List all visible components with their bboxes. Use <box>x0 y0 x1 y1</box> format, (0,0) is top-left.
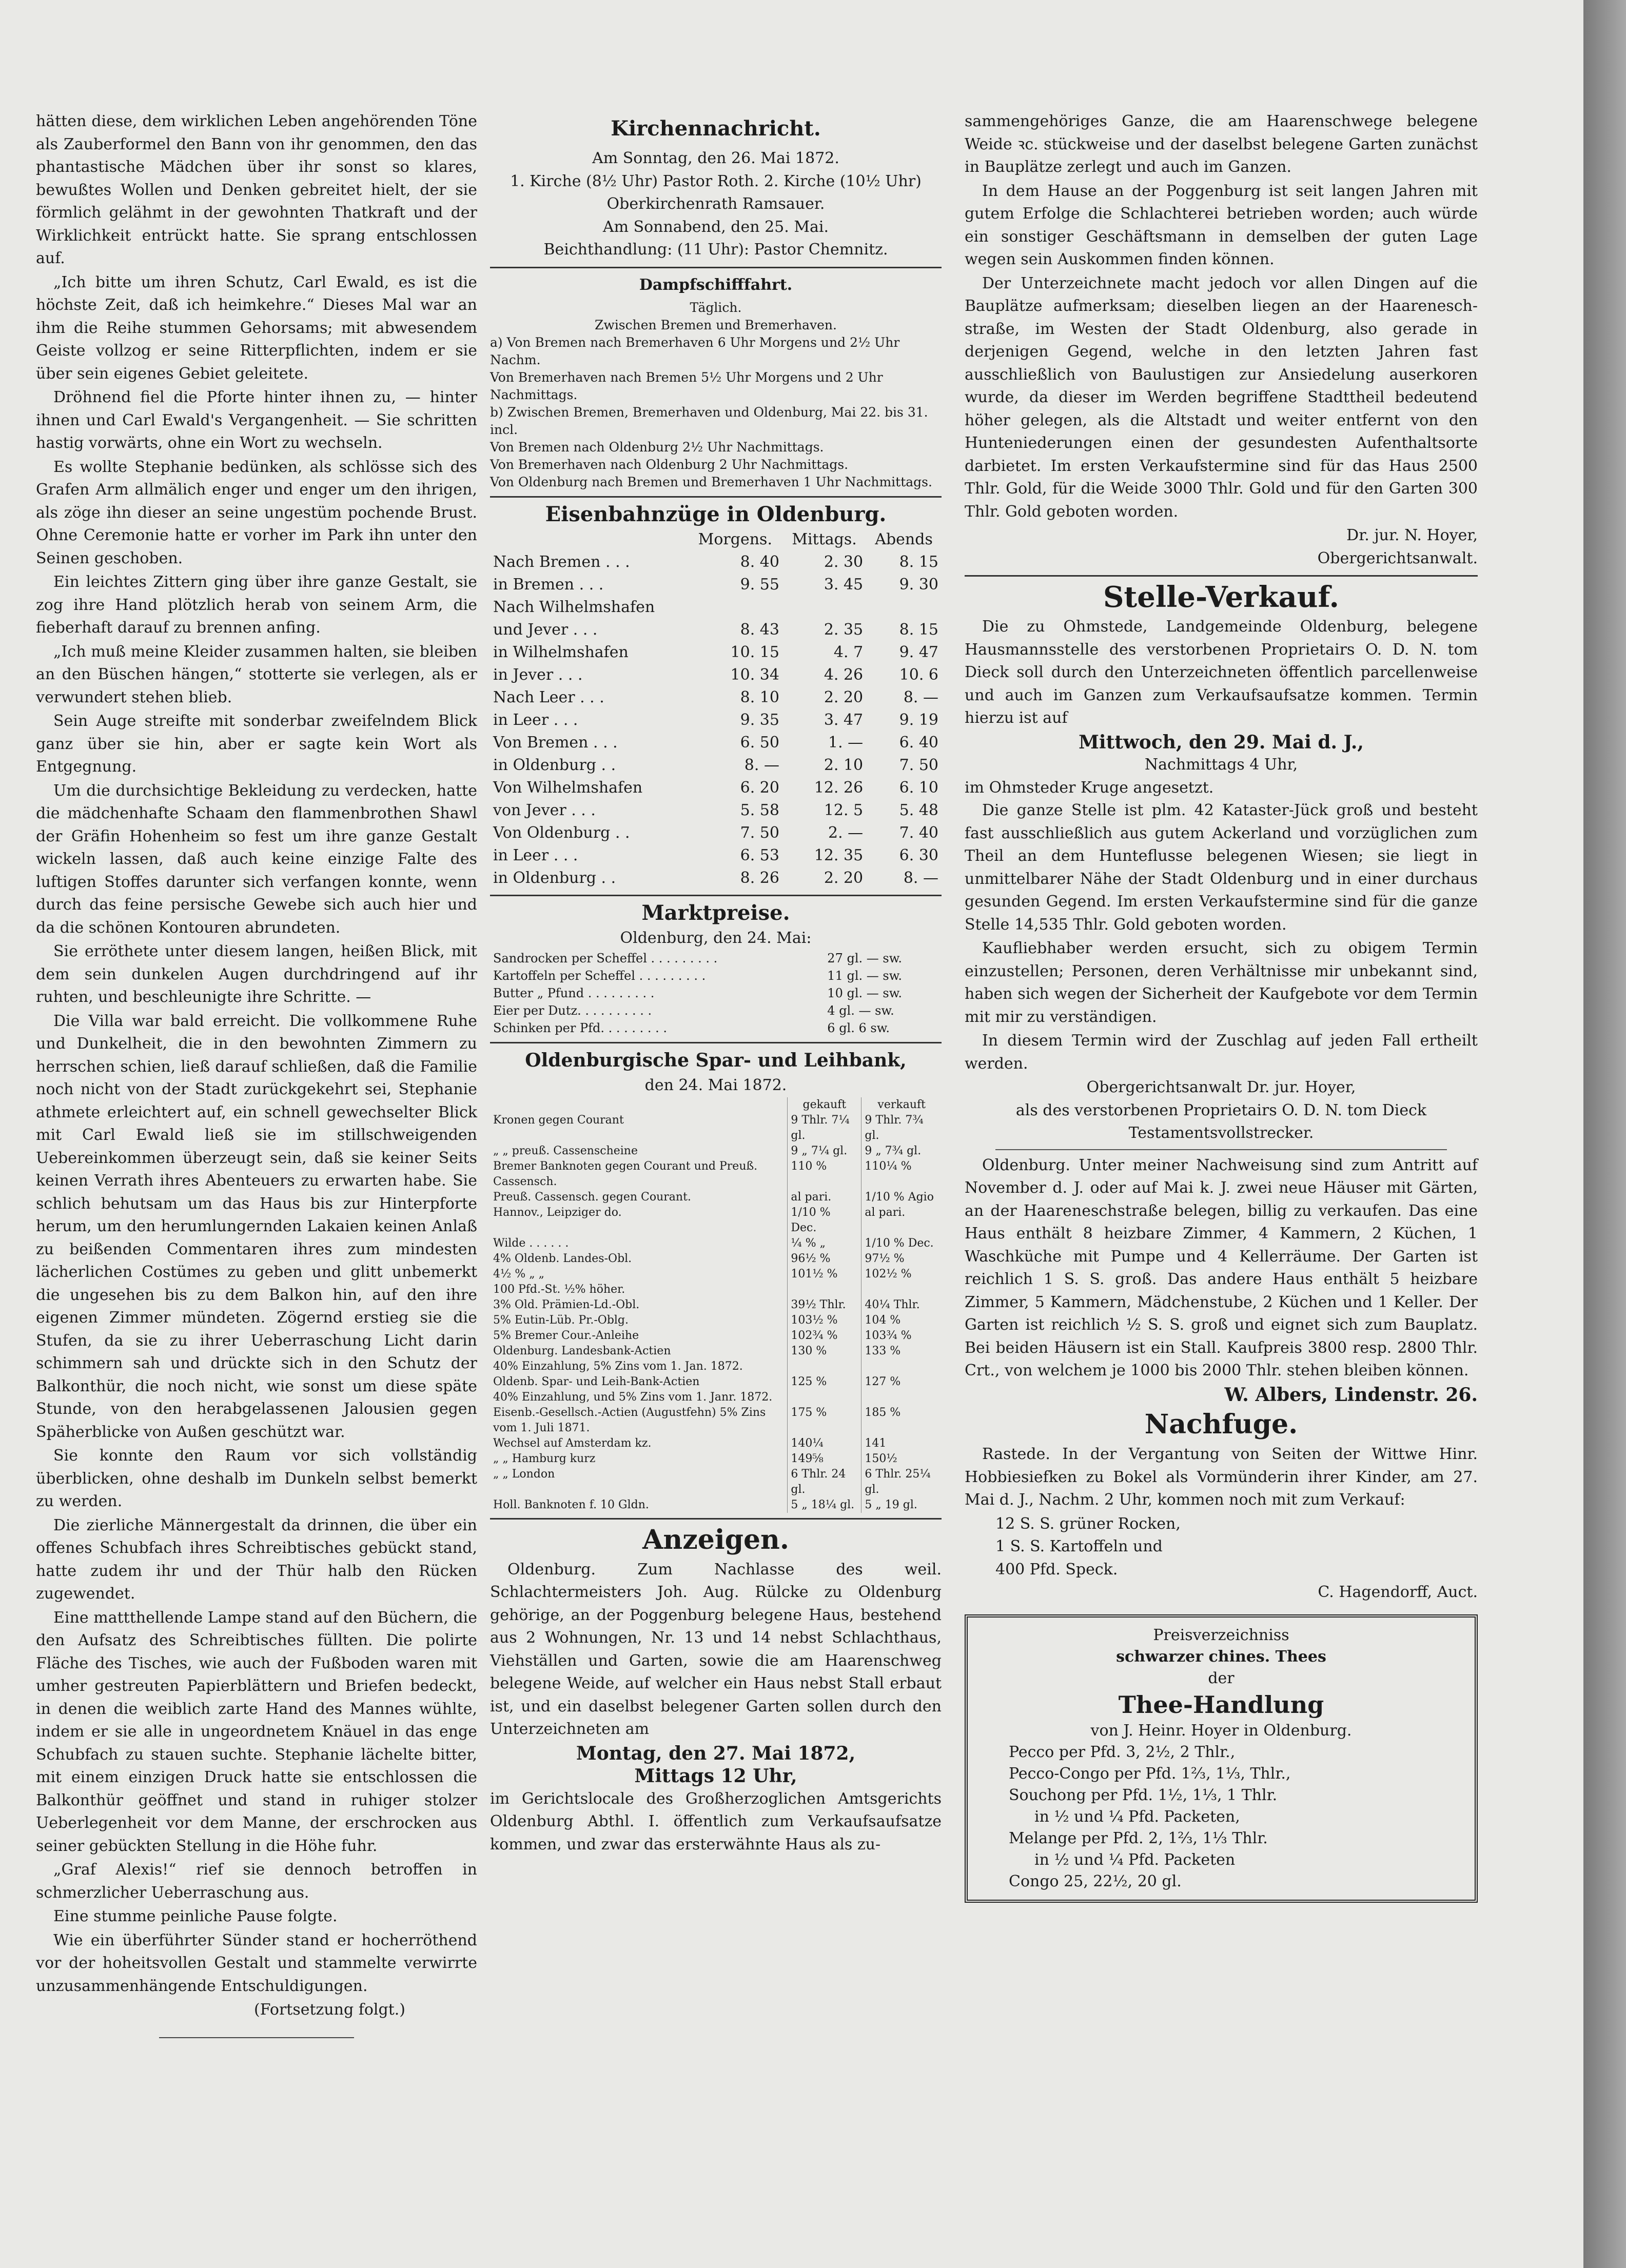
ads-time: Mittags 12 Uhr, <box>634 1765 797 1787</box>
novel-paragraph: Wie ein überführter Sünder stand er hocherröthend vor der hoheitsvollen Gestalt und stammelte verwirrte unzusammenhängende Entschuldigungen. <box>36 1931 477 1995</box>
table-cell: Wilde . . . . . . <box>490 1236 788 1251</box>
table-cell: 5% Eutin-Lüb. Pr.-Oblg. <box>490 1313 788 1328</box>
table-row <box>490 574 942 596</box>
table-row <box>490 1267 942 1282</box>
tea-item: Pecco per Pfd. 3, 2½, 2 Thlr., <box>1009 1743 1236 1761</box>
table-cell: 185 % <box>865 1406 901 1419</box>
novel-paragraph: Die zierliche Männergestalt da drinnen, die über ein offenes Schubfach ihres Schreibtisches gebückt stand, hatte zudem ihr und der Thür halb den Rücken zugewendet. <box>36 1516 477 1603</box>
stelle-title: Stelle-Verkauf. <box>1103 580 1340 614</box>
table-header-cell: Morgens. <box>698 530 772 548</box>
table-row <box>490 754 942 777</box>
table-row <box>490 709 942 732</box>
table-cell: 6 Thlr. 25¼ gl. <box>865 1467 931 1496</box>
table-cell: 12. 5 <box>824 801 864 819</box>
train-title: Eisenbahnzüge in Oldenburg. <box>545 502 887 526</box>
table-cell: 6. 10 <box>899 778 938 797</box>
table-row <box>490 1374 942 1390</box>
table-cell: Von Wilhelmshafen <box>493 778 643 797</box>
table-cell: ¼ % „ <box>788 1236 861 1251</box>
table-cell: 12. 35 <box>814 846 864 864</box>
table-cell: 6 gl. 6 sw. <box>827 1021 890 1035</box>
table-cell: Eier per Dutz. . . . . . . . . . <box>493 1003 652 1018</box>
table-header-cell: Mittags. <box>792 530 857 548</box>
table-cell: 8. — <box>744 756 779 774</box>
steamship-line: Zwischen Bremen und Bremerhaven. <box>595 317 837 332</box>
table-cell: 3% Old. Prämien-Ld.-Obl. <box>490 1297 788 1313</box>
ad-signature-title: Obergerichtsanwalt. <box>1317 549 1478 567</box>
table-cell: 2. 10 <box>824 756 864 774</box>
table-row <box>490 844 942 867</box>
ad-signature: Dr. jur. N. Hoyer, <box>1346 526 1478 544</box>
table-cell: 40% Einzahlung, und 5% Zins vom 1. Janr. 1872. <box>490 1390 788 1405</box>
bank-date: den 24. Mai 1872. <box>644 1076 787 1094</box>
table-header-row <box>490 1097 942 1113</box>
table-cell <box>861 1282 942 1297</box>
table-cell: 12. 26 <box>814 778 864 797</box>
tea-shop-name: Thee-Handlung <box>1118 1690 1324 1719</box>
steamship-line: Von Bremen nach Oldenburg 2½ Uhr Nachmittags. <box>490 439 824 455</box>
ad-paragraph: In dem Hause an der Poggenburg ist seit langen Jahren mit gutem Erfolge die Schlachterei betrieben worden; auch würde ein sonstiger Geschäftsmann in demselben der guten Lage wegen sein Auskommen finden können. <box>965 182 1478 268</box>
table-header-cell: gekauft <box>788 1097 861 1113</box>
stelle-paragraph: Kaufliebhaber werden ersucht, sich zu obigem Termin einzustellen; Personen, deren Verhältnisse mir unbekannt sind, haben sich wegen der Sicherheit der Kaufgebote vor dem Termin mit mir zu verständigen. <box>965 939 1478 1026</box>
table-cell: 96½ % <box>788 1251 861 1267</box>
table-row <box>490 732 942 754</box>
table-cell: 4% Oldenb. Landes-Obl. <box>490 1251 788 1267</box>
table-cell: Schinken per Pfd. . . . . . . . . <box>493 1021 668 1035</box>
table-cell: 40% Einzahlung, 5% Zins vom 1. Jan. 1872. <box>490 1359 788 1374</box>
table-cell: 97½ % <box>865 1252 905 1265</box>
table-row <box>490 1251 942 1267</box>
church-line: 1. Kirche (8½ Uhr) Pastor Roth. 2. Kirche (10½ Uhr) Oberkirchenrath Ramsauer. <box>510 172 922 213</box>
nachfuge-signature: C. Hagendorff, Auct. <box>1318 1583 1478 1601</box>
table-cell: 9. 35 <box>740 711 779 729</box>
table-header-cell <box>490 528 688 551</box>
table-cell <box>788 1282 861 1297</box>
table-cell <box>861 1359 942 1374</box>
ad-paragraph: Der Unterzeichnete macht jedoch vor allen Dingen auf die Bauplätze aufmerksam; dieselben liegen an der Haareneschstraße, im Westen der Stadt Oldenburg, also gerade in derjenigen Gegend, welche in den letzten Jahren fast ausschließlich von Baulustigen zur Ansiedelung auserkoren wurde, da dieser im Werden begriffene Stadttheil bedeutend höher gelegen, als die Altstadt und weiter entfernt von den Hunteniederungen einen der gesundesten Aufenthaltsorte darbietet. Im ersten Verkaufstermine sind für das Haus 2500 Thlr. Gold, für die Weide 3000 Thlr. Gold und für den Garten 300 Thlr. Gold geboten worden. <box>965 274 1478 521</box>
tea-item: Souchong per Pfd. 1½, 1⅓, 1 Thlr. <box>1009 1786 1278 1804</box>
table-row <box>490 1328 942 1344</box>
novel-paragraph: Es wollte Stephanie bedünken, als schlösse sich des Grafen Arm allmälich enger und enger um den ihrigen, als zöge ihn dieser an seine ungestüm pochende Brust. Ohne Ceremonie hatte er vorher im Park ihn unter den Seinen geschoben. <box>36 458 477 567</box>
table-cell: 10. 34 <box>730 665 779 684</box>
table-row <box>490 1467 942 1497</box>
table-cell: 130 % <box>788 1344 861 1359</box>
table-cell: 2. 20 <box>824 869 864 887</box>
table-cell: „ „ preuß. Cassenscheine <box>490 1143 788 1159</box>
table-cell: 150½ <box>865 1452 897 1465</box>
table-cell: 7. 50 <box>899 756 938 774</box>
table-cell: Von Bremen . . . <box>493 733 618 752</box>
church-line: Beichthandlung: (11 Uhr): Pastor Chemnitz. <box>543 241 888 259</box>
table-cell <box>788 1359 861 1374</box>
table-cell: 8. 15 <box>899 553 938 571</box>
table-header-cell <box>490 1097 788 1113</box>
divider <box>490 1042 942 1043</box>
steamship-line: a) Von Bremen nach Bremerhaven 6 Uhr Morgens und 2½ Uhr Nachm. <box>490 334 900 367</box>
table-row <box>490 1159 942 1190</box>
table-row <box>490 1313 942 1328</box>
novel-paragraph: Eine stumme peinliche Pause folgte. <box>53 1907 338 1925</box>
table-cell: Oldenb. Spar- und Leih-Bank-Actien <box>490 1374 788 1390</box>
table-cell: 10. 6 <box>899 665 938 684</box>
table-row <box>490 1436 942 1451</box>
table-row <box>490 1497 942 1513</box>
table-cell: 39½ Thlr. <box>788 1297 861 1313</box>
divider <box>490 1518 942 1520</box>
table-cell <box>861 1390 942 1405</box>
ads-column <box>965 110 1478 1903</box>
church-line: Am Sonntag, den 26. Mai 1872. <box>592 149 839 167</box>
table-cell <box>788 1390 861 1405</box>
table-cell: 3. 47 <box>824 711 864 729</box>
table-cell: Nach Leer . . . <box>493 688 604 706</box>
divider <box>490 496 942 498</box>
table-cell: 6. 53 <box>740 846 779 864</box>
stelle-date: Mittwoch, den 29. Mai d. J., <box>1079 731 1364 753</box>
table-cell: 1/10 % Dec. <box>788 1205 861 1236</box>
table-cell: 27 gl. — sw. <box>827 951 903 965</box>
table-cell: in Wilhelmshafen <box>493 643 629 661</box>
table-row <box>490 1002 942 1019</box>
table-cell: Holl. Banknoten f. 10 Gldn. <box>490 1497 788 1513</box>
nachfuge-item: 1 S. S. Kartoffeln und <box>995 1537 1163 1555</box>
table-cell: von Jever . . . <box>493 801 596 819</box>
table-row <box>490 619 942 641</box>
nachfuge-paragraph: Rastede. In der Vergantung von Seiten der Wittwe Hinr. Hobbiesiefken zu Bokel als Vormünderin ihrer Kinder, am 27. Mai d. J., Nachm. 2 Uhr, kommen noch mit zum Verkauf: <box>965 1445 1478 1509</box>
novel-paragraph: Ein leichtes Zittern ging über ihre ganze Gestalt, sie zog ihre Hand plötzlich herab von seinem Arm, die fieberhaft darauf zu brennen anfing. <box>36 573 477 637</box>
table-row <box>490 1143 942 1159</box>
table-cell: 1/10 % Agio <box>865 1190 934 1204</box>
table-cell: 4 gl. — sw. <box>827 1003 894 1018</box>
table-row <box>490 1205 942 1236</box>
steamship-line: Von Bremerhaven nach Oldenburg 2 Uhr Nachmittags. <box>490 457 849 472</box>
table-row <box>490 950 942 967</box>
table-cell: Preuß. Cassensch. gegen Courant. <box>490 1190 788 1205</box>
table-cell: Kronen gegen Courant <box>490 1113 788 1143</box>
market-table <box>490 950 942 1037</box>
notices-column <box>490 110 942 1857</box>
table-cell: 5 „ 18¼ gl. <box>788 1497 861 1513</box>
table-cell: 149⅝ <box>788 1451 861 1467</box>
table-cell: 133 % <box>865 1344 901 1357</box>
table-cell: in Leer . . . <box>493 846 578 864</box>
church-title: Kirchennachricht. <box>611 116 821 141</box>
table-cell <box>782 596 866 619</box>
table-cell: in Bremen . . . <box>493 575 604 594</box>
bank-title: Oldenburgische Spar- und Leihbank, <box>525 1050 907 1071</box>
table-cell: 141 <box>865 1436 887 1450</box>
divider <box>490 895 942 896</box>
table-cell: 8. 26 <box>740 869 779 887</box>
table-cell: 9. 47 <box>899 643 938 661</box>
bank-table <box>490 1097 942 1513</box>
novel-paragraph: hätten diese, dem wirklichen Leben angehörenden Töne als Zauberformel den Bann von ihr genommen, den das phantastische Mädchen über ihr sonst so klares, bewußtes Wollen und Denken gebreitet hielt, der sie förmlich gelähmt in der gewohnten Thatkraft und der Wirklichkeit entrückt hatte. Sie sprang entschlossen auf. <box>36 112 477 267</box>
novel-paragraph: Dröhnend fiel die Pforte hinter ihnen zu, — hinter ihnen und Carl Ewald's Vergangenheit. — Sie schritten hastig vorwärts, ohne ein Wort zu wechseln. <box>36 388 477 452</box>
table-cell: Eisenb.-Gesellsch.-Actien (Augustfehn) 5% Zins vom 1. Juli 1871. <box>490 1405 788 1436</box>
steamship-line: b) Zwischen Bremen, Bremerhaven und Oldenburg, Mai 22. bis 31. incl. <box>490 404 928 437</box>
stelle-location: im Ohmsteder Kruge angesetzt. <box>965 778 1214 797</box>
novel-paragraph: Um die durchsichtige Bekleidung zu verdecken, hatte die mädchenhafte Schaam den flammenbrothen Shawl der Gräfin Hohenheim so fest um ihre ganze Gestalt wickeln lassen, daß auch keine einzige Falte des luftigen Stoffes darunter sich verfangen konnte, wenn durch das feine persische Gewebe sich auch hier und da die schönen Kontouren abrundeten. <box>36 781 477 937</box>
novel-column <box>36 110 477 2038</box>
table-cell <box>866 596 942 619</box>
table-cell: Butter „ Pfund . . . . . . . . . <box>493 986 655 1000</box>
table-cell: „ „ London <box>490 1467 788 1497</box>
table-cell: 8. 43 <box>740 620 779 639</box>
table-cell: 5% Bremer Cour.-Anleihe <box>490 1328 788 1344</box>
table-cell: Von Oldenburg . . <box>493 823 630 842</box>
nachfuge-title: Nachfuge. <box>1144 1409 1298 1440</box>
table-row <box>490 967 942 984</box>
table-cell: 40¼ Thlr. <box>865 1298 920 1311</box>
table-cell: Sandrocken per Scheffel . . . . . . . . . <box>493 951 718 965</box>
table-cell: 6. 20 <box>740 778 779 797</box>
divider <box>965 575 1478 577</box>
table-cell: 4. 7 <box>833 643 864 661</box>
table-cell: al pari. <box>788 1190 861 1205</box>
table-cell: 103½ % <box>788 1313 861 1328</box>
tea-heading: schwarzer chines. Thees <box>1116 1647 1326 1666</box>
table-cell: Kartoffeln per Scheffel . . . . . . . . . <box>493 969 706 983</box>
tea-item: in ½ und ¼ Pfd. Packeten, <box>1034 1807 1240 1826</box>
table-cell: 110 % <box>788 1159 861 1190</box>
steamship-title: Dampfschifffahrt. <box>639 275 793 294</box>
table-cell: „ „ Hamburg kurz <box>490 1451 788 1467</box>
train-table <box>490 528 942 890</box>
continued-note: (Fortsetzung folgt.) <box>254 2001 405 2019</box>
table-cell: 1. — <box>828 733 864 752</box>
novel-paragraph: „Ich bitte um ihren Schutz, Carl Ewald, es ist die höchste Zeit, daß ich heimkehre.“ Dieses Mal war an ihm die Reihe stummen Gehorsams; mit abwesendem Geiste vollzog er seine Ritterpflichten, indem er sie über sein eigenes Gebiet geleitete. <box>36 273 477 383</box>
table-cell: 9. 19 <box>899 711 938 729</box>
market-date: Oldenburg, den 24. Mai: <box>620 929 812 947</box>
table-cell: 6. 50 <box>740 733 779 752</box>
table-row <box>490 1019 942 1037</box>
table-cell: Hannov., Leipziger do. <box>490 1205 788 1236</box>
table-row <box>490 822 942 844</box>
table-cell: 175 % <box>788 1405 861 1436</box>
table-cell: 7. 40 <box>899 823 938 842</box>
tea-item: in ½ und ¼ Pfd. Packeten <box>1034 1850 1236 1869</box>
table-cell: 125 % <box>788 1374 861 1390</box>
novel-paragraph: „Graf Alexis!“ rief sie dennoch betroffen in schmerzlicher Ueberraschung aus. <box>36 1861 477 1902</box>
tea-heading: Preisverzeichniss <box>1153 1626 1289 1644</box>
stelle-signature: als des verstorbenen Proprietairs O. D. N. tom Dieck Testamentsvollstrecker. <box>1015 1101 1427 1142</box>
table-cell: 8. — <box>903 688 938 706</box>
table-cell: 10 gl. — sw. <box>827 986 903 1000</box>
table-cell: und Jever . . . <box>493 620 598 639</box>
table-row <box>490 664 942 686</box>
table-cell: 6. 40 <box>899 733 938 752</box>
novel-paragraph: Die Villa war bald erreicht. Die vollkommene Ruhe und Dunkelheit, die in den bewohnten Zimmern zu herrschen schien, ließ darauf schließen, daß die Familie noch nicht von der Stadt zurückgekehrt sei, Stephanie athmete erleichtert auf, ein schnell gewechselter Blick mit Carl Ewald ließ sie im stillschweigenden Uebereinkommen überzeugt sein, daß sie keiner Seits keinen Verrath ihres Abenteuers zu erwarten habe. Sie schlich behutsam um das Haus bis zur Hinterpforte herum, um den herumlungernden Lakaien keinen Anlaß zu beißenden Commentaren ihres zum mindesten lächerlichen Costümes zu geben und glitt unbemerkt die ungesehen bis zu dem Balkon hin, auf den ihre eigenen Zimmer mündeten. Zögernd erstieg sie die Stufen, da sie zu ihrer Ueberraschung Licht darin schimmern sah und drückte sich in den Schutz der Balkonthür, die noch nicht, wie sonst um diese späte Stunde, von den herabgelassenen Jalousien gegen Späherblicke von Außen geschützt war. <box>36 1012 477 1441</box>
table-cell: 4½ % „ „ <box>490 1267 788 1282</box>
table-cell: 6 Thlr. 24 gl. <box>788 1467 861 1497</box>
table-row <box>490 1390 942 1405</box>
novel-paragraph: „Ich muß meine Kleider zusammen halten, sie bleiben an den Büschen hängen,“ stotterte sie verlegen, als er verwundert stehen blieb. <box>36 642 477 706</box>
table-row <box>490 1344 942 1359</box>
page-edge <box>1583 0 1626 2268</box>
table-row <box>490 1113 942 1143</box>
stelle-paragraph: In diesem Termin wird der Zuschlag auf jeden Fall ertheilt werden. <box>965 1032 1478 1073</box>
table-cell: Bremer Banknoten gegen Courant und Preuß. Cassensch. <box>490 1159 788 1190</box>
table-row <box>490 641 942 664</box>
table-cell: 9 „ 7¾ gl. <box>865 1144 922 1157</box>
table-cell: 140¼ <box>788 1436 861 1451</box>
table-row <box>490 1297 942 1313</box>
table-cell: in Oldenburg . . <box>493 756 616 774</box>
market-title: Marktpreise. <box>641 900 790 925</box>
table-cell: 110¼ % <box>865 1159 912 1173</box>
ads-title: Anzeigen. <box>642 1524 789 1555</box>
stelle-signature: Obergerichtsanwalt Dr. jur. Hoyer, <box>1086 1078 1356 1096</box>
table-cell: 9 Thlr. 7¼ gl. <box>788 1113 861 1143</box>
stelle-time: Nachmittags 4 Uhr, <box>1144 756 1298 774</box>
stelle-paragraph: Die zu Ohmstede, Landgemeinde Oldenburg, belegene Hausmannsstelle des verstorbenen Proprietairs O. D. N. tom Dieck soll durch den Unterzeichneten öffentlich parcellenweise und auch im Ganzen zum Verkaufsaufsatze kommen. Termin hierzu ist auf <box>965 618 1478 727</box>
house-ad-signature: W. Albers, Lindenstr. 26. <box>1224 1384 1478 1406</box>
novel-paragraph: Sein Auge streifte mit sonderbar zweifelndem Blick ganz über sie hin, aber er sagte kein Wort als Entgegnung. <box>36 712 477 776</box>
ads-date: Montag, den 27. Mai 1872, <box>576 1742 856 1764</box>
table-header-cell: Abends <box>875 530 933 548</box>
table-cell <box>688 596 782 619</box>
table-cell: 6. 30 <box>899 846 938 864</box>
table-cell: 103¾ % <box>865 1329 912 1342</box>
steamship-line: Von Bremerhaven nach Bremen 5½ Uhr Morgens und 2 Uhr Nachmittags. <box>490 369 883 402</box>
table-cell: Wechsel auf Amsterdam kz. <box>490 1436 788 1451</box>
table-cell: 4. 26 <box>824 665 864 684</box>
table-cell: 8. 10 <box>740 688 779 706</box>
table-cell: 2. 30 <box>824 553 864 571</box>
table-cell: in Oldenburg . . <box>493 869 616 887</box>
ads-paragraph: Oldenburg. Zum Nachlasse des weil. Schlachtermeisters Joh. Aug. Rülcke zu Oldenburg gehörige, an der Poggenburg belegene Haus, bestehend aus 2 Wohnungen, Nr. 13 und 14 nebst Schlachthaus, Viehställen und Garten, sowie die am Haarenschweg belegene Weide, auf welcher ein Haus nebst Stall erbaut ist, und ein daselbst belegener Garten sollen durch den Unterzeichneten am <box>490 1560 942 1738</box>
ad-paragraph: sammengehöriges Ganze, die am Haarenschwege belegene Weide ꝛc. stückweise und der daselbst belegene Garten zunächst in Bauplätze zerlegt und auch im Ganzen. <box>965 112 1478 176</box>
table-cell: 102¾ % <box>788 1328 861 1344</box>
tea-price-box <box>965 1614 1478 1903</box>
table-row <box>490 1451 942 1467</box>
table-cell: Oldenburg. Landesbank-Actien <box>490 1344 788 1359</box>
table-row <box>490 867 942 890</box>
nachfuge-item: 400 Pfd. Speck. <box>995 1560 1118 1579</box>
table-cell: 7. 50 <box>740 823 779 842</box>
table-row <box>490 799 942 822</box>
divider <box>490 267 942 268</box>
table-cell: 9. 55 <box>740 575 779 594</box>
table-cell: 101½ % <box>788 1267 861 1282</box>
ads-paragraph: im Gerichtslocale des Großherzoglichen Amtsgerichts Oldenburg Abthl. I. öffentlich zum Verkaufsaufsatze kommen, und zwar das ersterwähnte Haus als zu- <box>490 1789 942 1853</box>
table-cell: 1/10 % Dec. <box>865 1236 934 1250</box>
table-row <box>490 686 942 709</box>
table-cell: 9 Thlr. 7¾ gl. <box>865 1113 924 1142</box>
table-cell: 5 „ 19 gl. <box>865 1498 917 1511</box>
tea-item: Congo 25, 22½, 20 gl. <box>1009 1872 1182 1890</box>
table-cell: 5. 48 <box>899 801 938 819</box>
table-cell: 2. — <box>828 823 864 842</box>
novel-paragraph: Sie konnte den Raum vor sich vollständig überblicken, ohne deshalb im Dunkeln selbst bemerkt zu werden. <box>36 1447 477 1510</box>
table-cell: 2. 35 <box>824 620 864 639</box>
table-row <box>490 1282 942 1297</box>
table-cell: 100 Pfd.-St. ½% höher. <box>490 1282 788 1297</box>
divider <box>995 1149 1447 1150</box>
table-row <box>490 1190 942 1205</box>
novel-paragraph: Eine mattthellende Lampe stand auf den Büchern, die den Aufsatz des Schreibtisches füllten. Die polirte Fläche des Tisches, wie auch der Fußboden waren mit umher gestreuten Papierblättern und Briefen bedeckt, in denen die weiblich zarte Hand des Mannes wühlte, indem er sie alle in ungeordnetem Knäuel in das enge Schubfach zu stauen suchte. Stephanie lächelte bitter, mit einem einzigen Druck hatte sie entschlossen die Balkonthür geöffnet und stand in ruhiger stolzer Ueberlegenheit vor dem Manne, der erschrocken aus seiner gebückten Stellung in die Höhe fuhr. <box>36 1608 477 1855</box>
table-cell: 127 % <box>865 1375 901 1388</box>
table-cell: 11 gl. — sw. <box>827 969 903 983</box>
steamship-line: Von Oldenburg nach Bremen und Bremerhaven 1 Uhr Nachmittags. <box>490 474 932 489</box>
table-cell: al pari. <box>865 1206 906 1219</box>
house-ad-paragraph: Oldenburg. Unter meiner Nachweisung sind zum Antritt auf November d. J. oder auf Mai k. J. zwei neue Häuser mit Gärten, an der Haareneschstraße belegen, billig zu verkaufen. Das eine Haus enthält 8 heizbare Zimmer, 4 Kammern, 2 Küchen, 1 Waschküche mit Pumpe und 4 Kellerräume. Der Garten ist reichlich 1 S. S. groß. Das andere Haus enthält 5 heizbare Zimmer, 5 Kammern, Mädchenstube, 2 Küchen und 1 Keller. Der Garten ist reichlich ½ S. S. groß und eignet sich zum Bauplatz. Bei beiden Häusern ist ein Stall. Kaufpreis 3800 resp. 2800 Thlr. Crt., von welchem je 1000 bis 2000 Thlr. stehen bleiben können. <box>965 1156 1478 1379</box>
tea-shop-owner: von J. Heinr. Hoyer in Oldenburg. <box>1090 1721 1352 1740</box>
tea-item: Melange per Pfd. 2, 1⅔, 1⅓ Thlr. <box>1009 1829 1268 1847</box>
table-cell: 3. 45 <box>824 575 864 594</box>
table-row <box>490 1405 942 1436</box>
table-row <box>490 777 942 799</box>
table-row <box>490 1236 942 1251</box>
steamship-subtitle: Täglich. <box>690 300 742 315</box>
tea-item: Pecco-Congo per Pfd. 1⅔, 1⅓, Thlr., <box>1009 1764 1291 1783</box>
tea-heading: der <box>1208 1669 1235 1687</box>
table-cell: Nach Wilhelmshafen <box>493 598 655 616</box>
stelle-paragraph: Die ganze Stelle ist plm. 42 Kataster-Jück groß und besteht fast ausschließlich aus gutem Ackerland und vorzüglichen zum Theil an dem Hunteflusse belegenen Wiesen; sie liegt in unmittelbarer Nähe der Stadt Oldenburg und in einer durchaus gesunden Gegend. Im ersten Verkaufstermine sind für die ganze Stelle 14,535 Thlr. Gold geboten worden. <box>965 801 1478 934</box>
table-cell: 104 % <box>865 1313 901 1327</box>
table-cell: 2. 20 <box>824 688 864 706</box>
table-cell: in Leer . . . <box>493 711 578 729</box>
church-line: Am Sonnabend, den 25. Mai. <box>602 218 829 236</box>
table-cell: 8. — <box>903 869 938 887</box>
novel-paragraph: Sie erröthete unter diesem langen, heißen Blick, mit dem sein dunkelen Augen durchdringend auf ihr ruhten, und beschleunigte ihre Schritte. — <box>36 942 477 1006</box>
table-row <box>490 1359 942 1374</box>
table-cell: Nach Bremen . . . <box>493 553 630 571</box>
table-cell: in Jever . . . <box>493 665 583 684</box>
table-cell: 10. 15 <box>730 643 779 661</box>
table-cell: 102½ % <box>865 1267 912 1280</box>
table-cell: 8. 40 <box>740 553 779 571</box>
table-cell: 9. 30 <box>899 575 938 594</box>
table-row <box>490 596 942 619</box>
table-header-row <box>490 528 942 551</box>
table-cell: 9 „ 7¼ gl. <box>788 1143 861 1159</box>
nachfuge-item: 12 S. S. grüner Rocken, <box>995 1514 1181 1533</box>
table-row <box>490 984 942 1002</box>
table-row <box>490 551 942 574</box>
divider <box>159 2037 354 2038</box>
table-cell: 8. 15 <box>899 620 938 639</box>
table-cell: 5. 58 <box>740 801 779 819</box>
table-header-cell: verkauft <box>877 1098 926 1111</box>
